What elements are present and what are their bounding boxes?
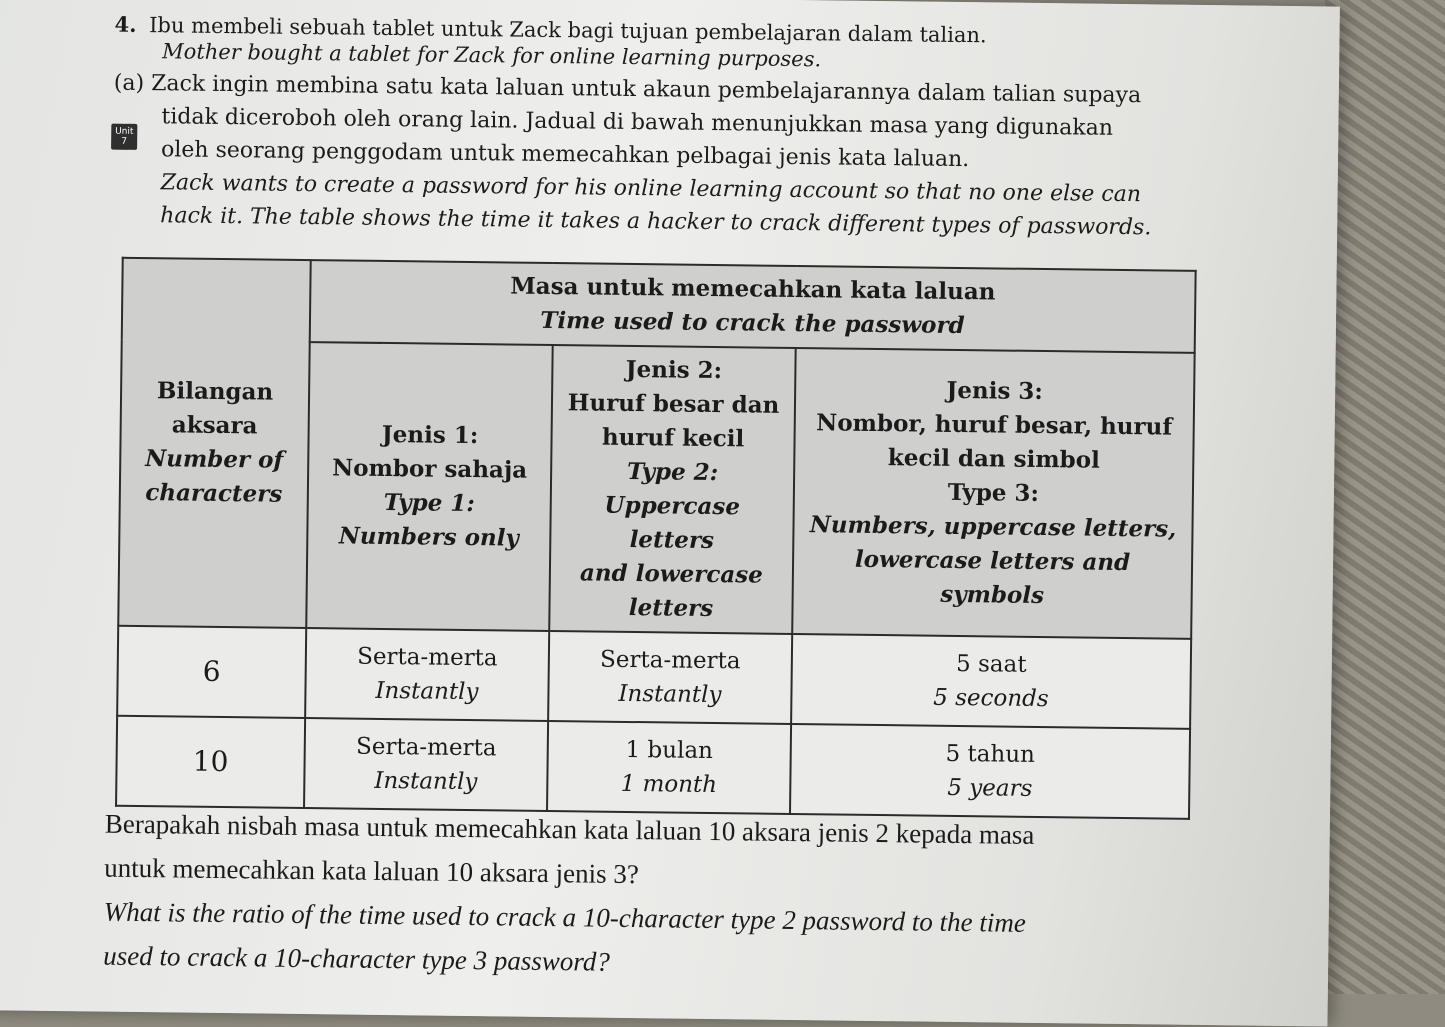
part-a-english-line-2: hack it. The table shows the time it takes a hacker to crack different types of passwords. bbox=[160, 203, 1152, 241]
row-10-chars: 10 bbox=[116, 716, 305, 808]
header-number-of-characters: Bilangan aksara Number of characters bbox=[118, 258, 310, 628]
password-crack-table bbox=[115, 257, 1197, 820]
ratio-question-malay-1: Berapakah nisbah masa untuk memecahkan kata laluan 10 aksara jenis 2 kepada masa bbox=[104, 808, 1035, 850]
ratio-question-malay-2: untuk memecahkan kata laluan 10 aksara jenis 3? bbox=[104, 852, 639, 890]
row-6-type-2: Serta-merta Instantly bbox=[548, 631, 792, 724]
row-10-type-1: Serta-merta Instantly bbox=[304, 718, 548, 811]
ratio-question-english-2: used to crack a 10-character type 3 password? bbox=[103, 940, 611, 977]
part-a-malay-line-2: tidak diceroboh oleh orang lain. Jadual di bawah menunjukkan masa yang digunakan bbox=[161, 104, 1114, 141]
part-a-english-line-1: Zack wants to create a password for his online learning account so that no one else can bbox=[160, 170, 1142, 208]
question-content bbox=[103, 11, 1235, 977]
ratio-question bbox=[103, 802, 1235, 992]
carpet-background bbox=[1325, 0, 1445, 994]
header-type-3: Jenis 3: Nombor, huruf besar, huruf kecil dan simbol Type 3: Numbers, uppercase letters, lowercase letters and symbols bbox=[792, 348, 1194, 639]
part-a-malay-text-1: Zack ingin membina satu kata laluan untuk akaun pembelajarannya dalam talian supaya bbox=[151, 71, 1142, 109]
row-6-type-1: Serta-merta Instantly bbox=[305, 628, 549, 721]
table-header-row-1 bbox=[122, 258, 1196, 353]
part-a-malay-line-3: oleh seorang penggodam untuk memecahkan pelbagai jenis kata laluan. bbox=[160, 137, 970, 173]
unit-badge-icon: Unit 7 bbox=[111, 124, 137, 150]
row-6-chars: 6 bbox=[117, 626, 306, 718]
row-6-type-3: 5 saat 5 seconds bbox=[791, 634, 1191, 729]
table-row bbox=[117, 626, 1191, 729]
part-a-label: (a) bbox=[113, 70, 145, 97]
question-intro-english: Mother bought a tablet for Zack for online learning purposes. bbox=[162, 39, 822, 72]
row-10-type-3: 5 tahun 5 years bbox=[790, 724, 1190, 819]
intro-malay-text: Ibu membeli sebuah tablet untuk Zack bagi tujuan pembelajaran dalam talian. bbox=[149, 13, 987, 48]
header-type-2: Jenis 2: Huruf besar dan huruf kecil Type 2: Uppercase letters and lowercase letters bbox=[549, 345, 795, 634]
header-time-to-crack: Masa untuk memecahkan kata laluan Time used to crack the password bbox=[310, 260, 1196, 353]
header-type-1: Jenis 1: Nombor sahaja Type 1: Numbers only bbox=[306, 342, 552, 631]
row-10-type-2: 1 bulan 1 month bbox=[547, 721, 791, 814]
question-number: 4. bbox=[114, 11, 137, 37]
ratio-question-english-1: What is the ratio of the time used to crack a 10-character type 2 password to the time bbox=[103, 896, 1026, 938]
